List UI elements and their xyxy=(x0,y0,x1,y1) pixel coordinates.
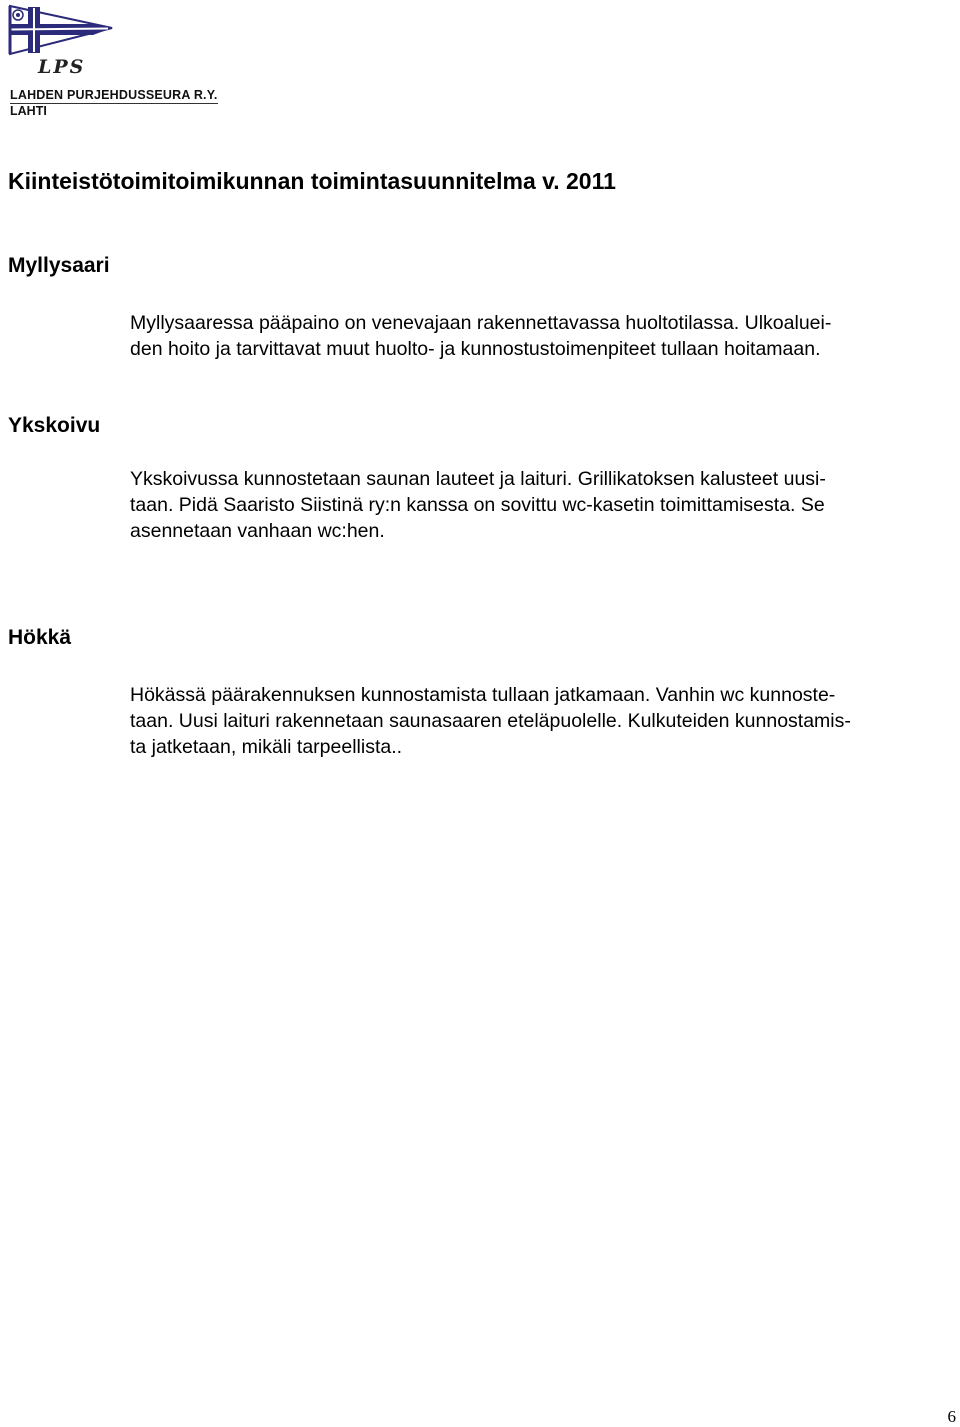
body-line: ta jatketaan, mikäli tarpeellista.. xyxy=(130,736,403,758)
section-heading-myllysaari: Myllysaari xyxy=(8,254,110,277)
body-line: den hoito ja tarvittavat muut huolto- ja kunnostustoimenpiteet tullaan hoitamaan. xyxy=(130,338,821,360)
document-title: Kiinteistötoimitoimikunnan toimintasuunnitelma v. 2011 xyxy=(8,168,616,194)
section-heading-hokka: Hökkä xyxy=(8,626,72,649)
club-logo xyxy=(8,4,223,120)
body-line: taan. Pidä Saaristo Siistinä ry:n kanssa on sovittu wc-kasetin toimittamisesta. Se xyxy=(130,494,825,516)
body-line: Hökässä päärakennuksen kunnostamista tullaan jatkamaan. Vanhin wc kunnoste- xyxy=(130,684,836,706)
logo-city: LAHTI xyxy=(10,104,47,118)
logo-monogram: LPS xyxy=(38,56,86,78)
section-body-myllysaari xyxy=(130,310,942,362)
logo-club-name: LAHDEN PURJEHDUSSEURA R.Y. xyxy=(10,88,218,102)
body-line: taan. Uusi laituri rakennetaan saunasaaren eteläpuolelle. Kulkuteiden kunnostamis- xyxy=(130,710,851,732)
section-body-hokka xyxy=(130,682,942,760)
body-line: Ykskoivussa kunnostetaan saunan lauteet ja laituri. Grillikatoksen kalusteet uusi- xyxy=(130,468,826,490)
body-line: asennetaan vanhaan wc:hen. xyxy=(130,520,385,542)
body-line: Myllysaaressa pääpaino on venevajaan rakennettavassa huoltotilassa. Ulkoaluei- xyxy=(130,312,832,334)
section-heading-ykskoivu: Ykskoivu xyxy=(8,414,101,437)
page-number: 6 xyxy=(947,1407,956,1426)
pennant-flag-icon xyxy=(8,4,118,56)
section-body-ykskoivu xyxy=(130,466,942,544)
